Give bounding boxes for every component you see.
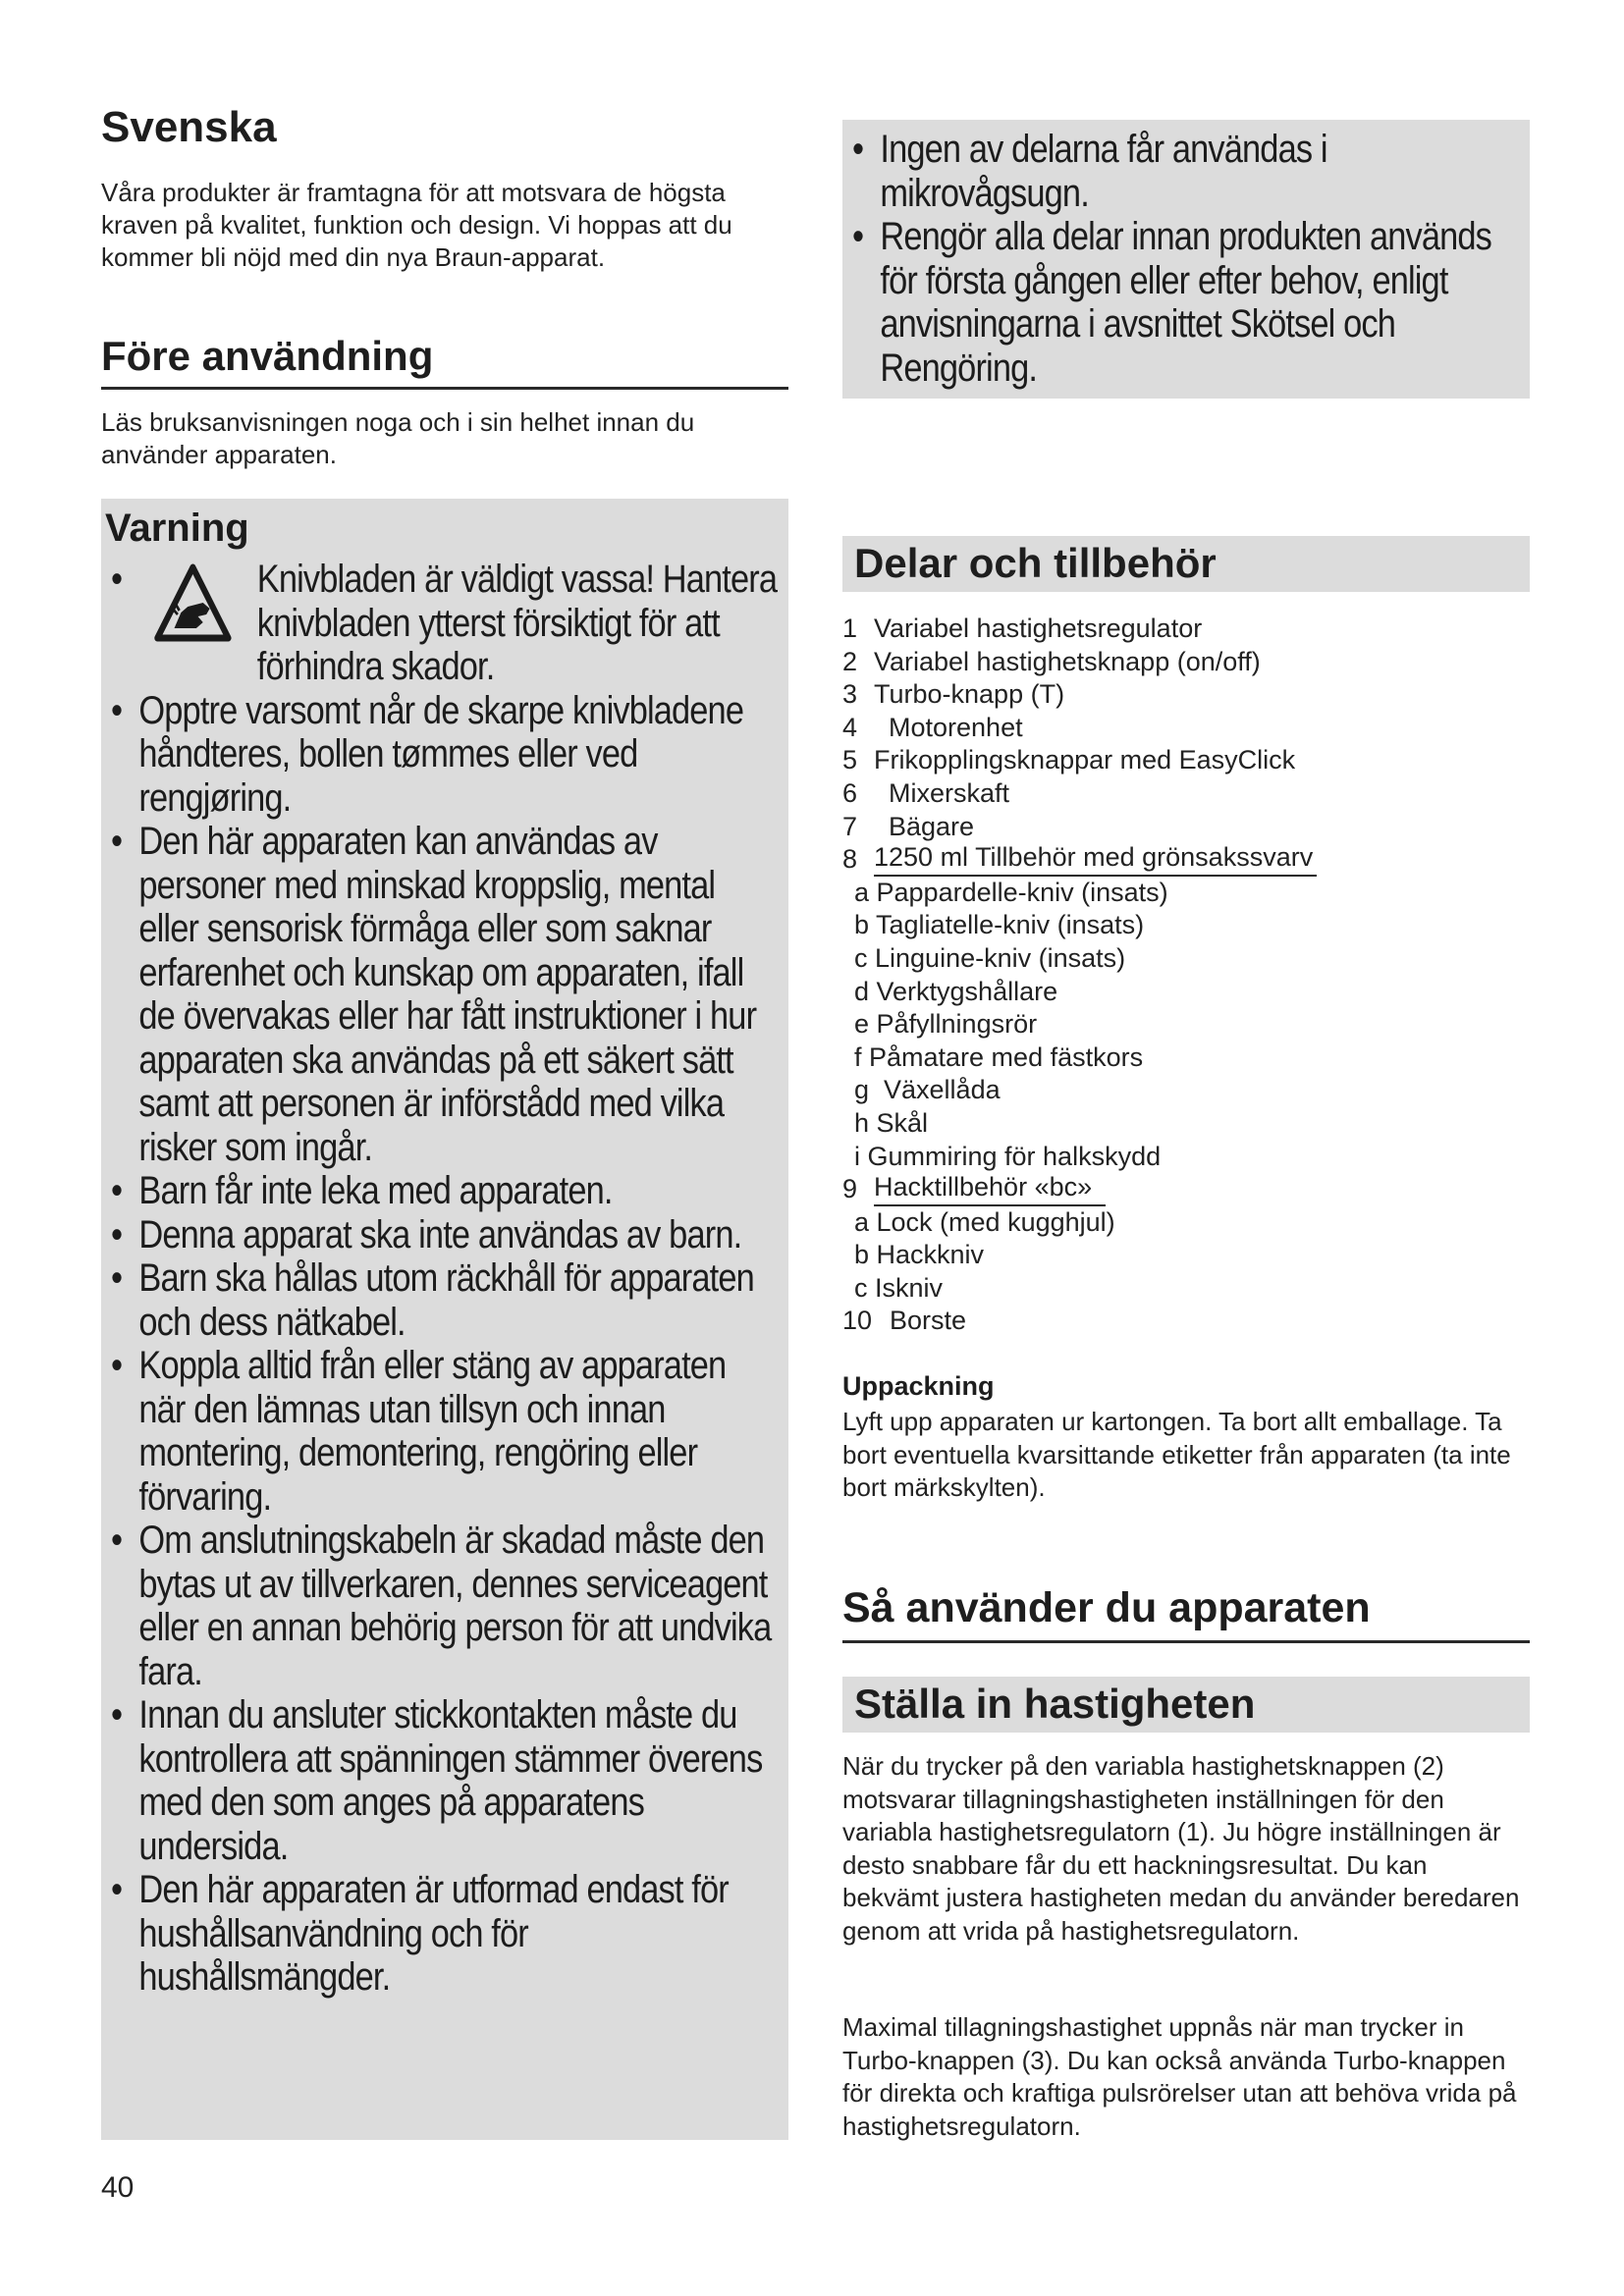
warning-item xyxy=(111,689,778,821)
bullet-icon: • xyxy=(111,1519,123,1562)
list-item: 6 Mixerskaft xyxy=(842,777,1010,808)
unpacking-heading: Uppackning xyxy=(842,1371,995,1401)
safety-note-text: Rengör alla delar innan produkten används för första gången eller efter behov, enligt anvisningarna i avsnittet Skötsel och Rengöring. xyxy=(880,215,1492,390)
list-item: f Påmatare med fästkors xyxy=(854,1041,1144,1072)
safety-note-text: Ingen av delarna får användas i mikrovågsugn. xyxy=(880,128,1327,215)
list-item: i Gummiring för halkskydd xyxy=(854,1141,1162,1171)
warning-item xyxy=(111,1868,778,2000)
speed-heading: Ställa in hastigheten xyxy=(854,1681,1256,1727)
safety-notes-list xyxy=(852,128,1519,390)
list-item: 8 1250 ml Tillbehör med grönsakssvarv xyxy=(842,843,1530,877)
warning-item-text: Knivbladen är väldigt vassa! Hantera knivbladen ytterst försiktigt för att förhindra skador. xyxy=(256,558,778,688)
list-item: g Växellåda xyxy=(854,1075,1001,1105)
bullet-icon: • xyxy=(111,558,123,601)
safety-note xyxy=(852,128,1519,215)
list-item: 4 Motorenhet xyxy=(842,712,1023,742)
list-item: b Tagliatelle-kniv (insats) xyxy=(854,910,1145,940)
list-item: e Påfyllningsrör xyxy=(854,1009,1038,1040)
speed-heading-bar xyxy=(842,1677,1530,1733)
warning-item-text: Barn får inte leka med apparaten. xyxy=(138,1169,613,1212)
warning-item-text: Om anslutningskabeln är skadad måste den bytas ut av tillverkaren, dennes serviceagent eller en annan behörig person för att undvika fara. xyxy=(138,1519,772,1693)
hand-blade-warning-icon xyxy=(138,558,256,689)
bullet-icon: • xyxy=(111,1212,123,1256)
intro-text: Våra produkter är framtagna för att motsvara de högsta kraven på kvalitet, funktion och design. Vi hoppas att du kommer bli nöjd med din nya Braun-apparat. xyxy=(101,178,732,272)
parts-heading: Delar och tillbehör xyxy=(854,540,1217,586)
list-item: 7 Bägare xyxy=(842,811,975,841)
turbo-text: Maximal tillagningshastighet uppnås när man trycker in Turbo-knappen (3). Du kan också använda Turbo-knappen för direkta och kraftiga pulsrörelser utan att behöva vrida på hastighetsregulatorn. xyxy=(842,2012,1517,2141)
list-item: 9 Hacktillbehör «bc» xyxy=(842,1173,1530,1206)
unpacking-text: Lyft upp apparaten ur kartongen. Ta bort allt emballage. Ta bort eventuella kvarsittande etiketter från apparaten (ta inte bort märkskylten). xyxy=(842,1407,1511,1502)
warning-item xyxy=(111,1693,778,1868)
list-item: c Linguine-kniv (insats) xyxy=(854,942,1126,973)
bullet-icon: • xyxy=(111,1169,123,1212)
bullet-icon: • xyxy=(111,1344,123,1387)
before-use-heading: Före användning xyxy=(101,332,788,390)
warning-box xyxy=(101,499,788,2140)
parts-list xyxy=(842,613,1530,1338)
list-item: 5 Frikopplingsknappar med EasyClick xyxy=(842,745,1296,775)
warning-item-text: Opptre varsomt når de skarpe knivbladene håndteres, bollen tømmes eller ved rengjøring. xyxy=(138,688,744,820)
warning-item-text: Barn ska hållas utom räckhåll för apparaten och dess nätkabel. xyxy=(138,1256,754,1344)
warning-item-text: Den här apparaten är utformad endast för hushållsanvändning och för hushållsmängder. xyxy=(138,1868,729,1999)
warning-item xyxy=(111,1256,778,1344)
warning-item xyxy=(111,558,778,689)
warning-item xyxy=(111,1213,778,1257)
warning-item xyxy=(111,1519,778,1693)
list-item: 2 Variabel hastighetsknapp (on/off) xyxy=(842,646,1261,676)
list-item: b Hackkniv xyxy=(854,1240,985,1270)
warning-item xyxy=(111,1344,778,1519)
warning-title: Varning xyxy=(105,507,249,550)
warning-list xyxy=(111,558,778,2000)
bullet-icon: • xyxy=(111,820,123,863)
warning-item-text: Koppla alltid från eller stäng av apparaten när den lämnas utan tillsyn och innan montering, demontering, rengöring eller förvaring. xyxy=(138,1344,727,1519)
list-item: 3 Turbo-knapp (T) xyxy=(842,679,1065,710)
warning-item-text: Den här apparaten kan användas av personer med minskad kroppslig, mental eller sensorisk förmåga eller som saknar erfarenhet och kunskap om apparaten, ifall de övervakas eller har fått instruktioner i hur apparaten ska användas på ett säkert sätt samt att personen är införstådd med vilka risker som ingår. xyxy=(138,820,757,1169)
list-item: c Iskniv xyxy=(854,1272,944,1303)
warning-item-text: Denna apparat ska inte användas av barn. xyxy=(138,1212,742,1256)
warning-item xyxy=(111,1169,778,1213)
bullet-icon: • xyxy=(111,1693,123,1736)
bullet-icon: • xyxy=(111,688,123,732)
language-heading: Svenska xyxy=(101,103,277,151)
list-item: a Pappardelle-kniv (insats) xyxy=(854,877,1168,907)
list-item: 10 Borste xyxy=(842,1306,967,1336)
bullet-icon: • xyxy=(852,215,864,258)
safety-notes-box xyxy=(842,120,1530,399)
safety-note xyxy=(852,215,1519,390)
bullet-icon: • xyxy=(852,128,864,171)
list-item: h Skål xyxy=(854,1107,929,1138)
bullet-icon: • xyxy=(111,1868,123,1911)
speed-text: När du trycker på den variabla hastighetsknappen (2) motsvarar tillagningshastigheten inställningen för den variabla hastighetsregulatorn (1). Ju högre inställningen är desto snabbare får du ett hackningsresultat. Du kan bekvämt justera hastigheten medan du använder beredaren genom att vrida på hastighetsregulatorn. xyxy=(842,1751,1520,1946)
warning-item xyxy=(111,820,778,1169)
hand-blade-warning-icon xyxy=(154,563,232,642)
usage-heading: Så använder du apparaten xyxy=(842,1583,1530,1643)
parts-heading-bar xyxy=(842,536,1530,592)
before-use-text: Läs bruksanvisningen noga och i sin helhet innan du använder apparaten. xyxy=(101,407,695,469)
list-item: d Verktygshållare xyxy=(854,976,1058,1006)
page-number: 40 xyxy=(101,2171,135,2204)
bullet-icon: • xyxy=(111,1256,123,1300)
list-item: 1 Variabel hastighetsregulator xyxy=(842,614,1203,643)
list-item: a Lock (med kugghjul) xyxy=(854,1206,1115,1237)
warning-item-text: Innan du ansluter stickkontakten måste du kontrollera att spänningen stämmer överens med den som anges på apparatens undersida. xyxy=(138,1693,763,1868)
